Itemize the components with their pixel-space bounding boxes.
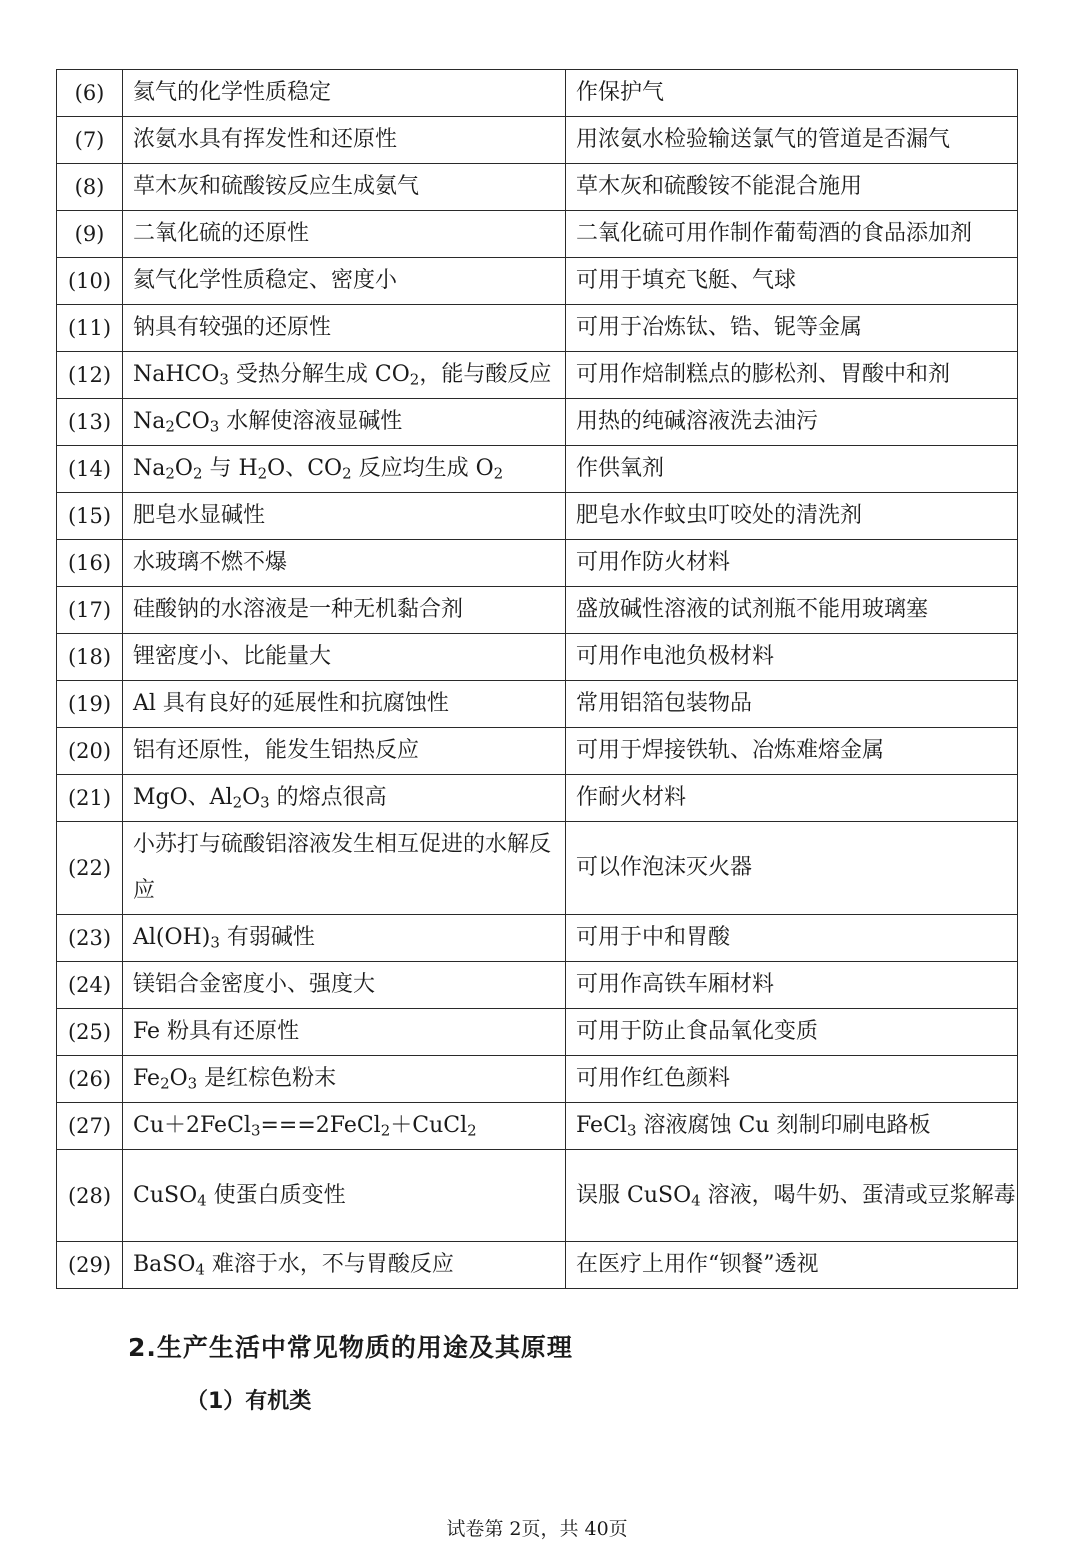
table-row: [57, 493, 1018, 540]
use-cell: 作耐火材料: [566, 775, 1018, 822]
property-cell: 镁铝合金密度小、强度大: [123, 962, 566, 1009]
row-number: (13): [57, 399, 123, 446]
row-number: (21): [57, 775, 123, 822]
row-number: (12): [57, 352, 123, 399]
row-number: (22): [57, 822, 123, 915]
table-row: [57, 1242, 1018, 1289]
section-title: 2.生产生活中常见物质的用途及其原理: [128, 1333, 573, 1362]
use-cell: 可用作电池负极材料: [566, 634, 1018, 681]
row-number: (11): [57, 305, 123, 352]
property-use-table: [56, 69, 1018, 1289]
row-number: (24): [57, 962, 123, 1009]
property-cell: Fe 粉具有还原性: [123, 1009, 566, 1056]
table-row: [57, 305, 1018, 352]
use-cell: 用浓氨水检验输送氯气的管道是否漏气: [566, 117, 1018, 164]
use-cell: 误服 CuSO$_4$ 溶液，喝牛奶、蛋清或豆浆解毒: [566, 1150, 1018, 1242]
property-cell: 浓氨水具有挥发性和还原性: [123, 117, 566, 164]
use-cell: 作供氧剂: [566, 446, 1018, 493]
property-cell: $Al(OH)_3$ 有弱碱性: [123, 915, 566, 962]
use-cell: 常用铝箔包装物品: [566, 681, 1018, 728]
use-cell: 可用作红色颜料: [566, 1056, 1018, 1103]
table-row: [57, 1150, 1018, 1242]
row-number: (28): [57, 1150, 123, 1242]
property-cell: 锂密度小、比能量大: [123, 634, 566, 681]
property-cell: Cu＋2FeCl$_3$===2FeCl$_2$＋CuCl$_2$: [123, 1103, 566, 1150]
property-cell: CuSO$_4$ 使蛋白质变性: [123, 1150, 566, 1242]
property-cell: $Na_2CO_3$ 水解使溶液显碱性: [123, 399, 566, 446]
subsection-title: （1）有机类: [186, 1389, 312, 1414]
table-row: [57, 540, 1018, 587]
use-cell: 可用于填充飞艇、气球: [566, 258, 1018, 305]
property-cell: 草木灰和硫酸铵反应生成氨气: [123, 164, 566, 211]
use-cell: 可用于防止食品氧化变质: [566, 1009, 1018, 1056]
use-cell: 用热的纯碱溶液洗去油污: [566, 399, 1018, 446]
property-cell: 水玻璃不燃不爆: [123, 540, 566, 587]
row-number: (10): [57, 258, 123, 305]
use-cell: 肥皂水作蚊虫叮咬处的清洗剂: [566, 493, 1018, 540]
row-number: (23): [57, 915, 123, 962]
row-number: (18): [57, 634, 123, 681]
row-number: (25): [57, 1009, 123, 1056]
property-cell: 小苏打与硫酸铝溶液发生相互促进的水解反应: [123, 822, 566, 915]
use-cell: 可用作防火材料: [566, 540, 1018, 587]
property-cell: 铝有还原性，能发生铝热反应: [123, 728, 566, 775]
row-number: (29): [57, 1242, 123, 1289]
table-row: [57, 681, 1018, 728]
use-cell: 可用作高铁车厢材料: [566, 962, 1018, 1009]
row-number: (20): [57, 728, 123, 775]
property-cell: 氦气的化学性质稳定: [123, 70, 566, 117]
use-cell: 可用于冶炼钛、锆、铌等金属: [566, 305, 1018, 352]
page-footer: 试卷第 2页，共 40页: [446, 1518, 628, 1540]
row-number: (9): [57, 211, 123, 258]
table-row: [57, 211, 1018, 258]
table-row: [57, 962, 1018, 1009]
property-cell: Al 具有良好的延展性和抗腐蚀性: [123, 681, 566, 728]
row-number: (14): [57, 446, 123, 493]
row-number: (7): [57, 117, 123, 164]
table-row: [57, 775, 1018, 822]
row-number: (15): [57, 493, 123, 540]
table-row: [57, 728, 1018, 775]
table-row: [57, 587, 1018, 634]
table-row: [57, 822, 1018, 915]
table-body: [57, 70, 1018, 1289]
table-row: [57, 1009, 1018, 1056]
use-cell: FeCl$_3$ 溶液腐蚀 Cu 刻制印刷电路板: [566, 1103, 1018, 1150]
property-cell: 氦气化学性质稳定、密度小: [123, 258, 566, 305]
row-number: (26): [57, 1056, 123, 1103]
use-cell: 可以作泡沫灭火器: [566, 822, 1018, 915]
property-cell: 硅酸钠的水溶液是一种无机黏合剂: [123, 587, 566, 634]
table-row: [57, 399, 1018, 446]
use-cell: 二氧化硫可用作制作葡萄酒的食品添加剂: [566, 211, 1018, 258]
use-cell: 草木灰和硫酸铵不能混合施用: [566, 164, 1018, 211]
use-cell: 作保护气: [566, 70, 1018, 117]
property-cell: BaSO$_4$ 难溶于水，不与胃酸反应: [123, 1242, 566, 1289]
property-cell: 二氧化硫的还原性: [123, 211, 566, 258]
table-row: [57, 117, 1018, 164]
use-cell: 可用于中和胃酸: [566, 915, 1018, 962]
property-cell: 肥皂水显碱性: [123, 493, 566, 540]
row-number: (6): [57, 70, 123, 117]
use-cell: 可用于焊接铁轨、冶炼难熔金属: [566, 728, 1018, 775]
property-cell: $Fe_2O_3$ 是红棕色粉末: [123, 1056, 566, 1103]
table-row: [57, 70, 1018, 117]
table-row: [57, 1103, 1018, 1150]
row-number: (27): [57, 1103, 123, 1150]
property-cell: 钠具有较强的还原性: [123, 305, 566, 352]
row-number: (8): [57, 164, 123, 211]
table-row: [57, 634, 1018, 681]
row-number: (16): [57, 540, 123, 587]
table-row: [57, 352, 1018, 399]
table-row: [57, 915, 1018, 962]
property-cell: NaHCO$_3$ 受热分解生成 $CO_2$，能与酸反应: [123, 352, 566, 399]
table-row: [57, 446, 1018, 493]
row-number: (17): [57, 587, 123, 634]
table-row: [57, 258, 1018, 305]
use-cell: 可用作焙制糕点的膨松剂、胃酸中和剂: [566, 352, 1018, 399]
row-number: (19): [57, 681, 123, 728]
table-row: [57, 164, 1018, 211]
use-cell: 盛放碱性溶液的试剂瓶不能用玻璃塞: [566, 587, 1018, 634]
property-cell: MgO、$Al_2O_3$ 的熔点很高: [123, 775, 566, 822]
property-cell: $Na_2O_2$ 与 $H_2O$、$CO_2$ 反应均生成 $O_2$: [123, 446, 566, 493]
use-cell: 在医疗上用作“钡餐”透视: [566, 1242, 1018, 1289]
table-row: [57, 1056, 1018, 1103]
